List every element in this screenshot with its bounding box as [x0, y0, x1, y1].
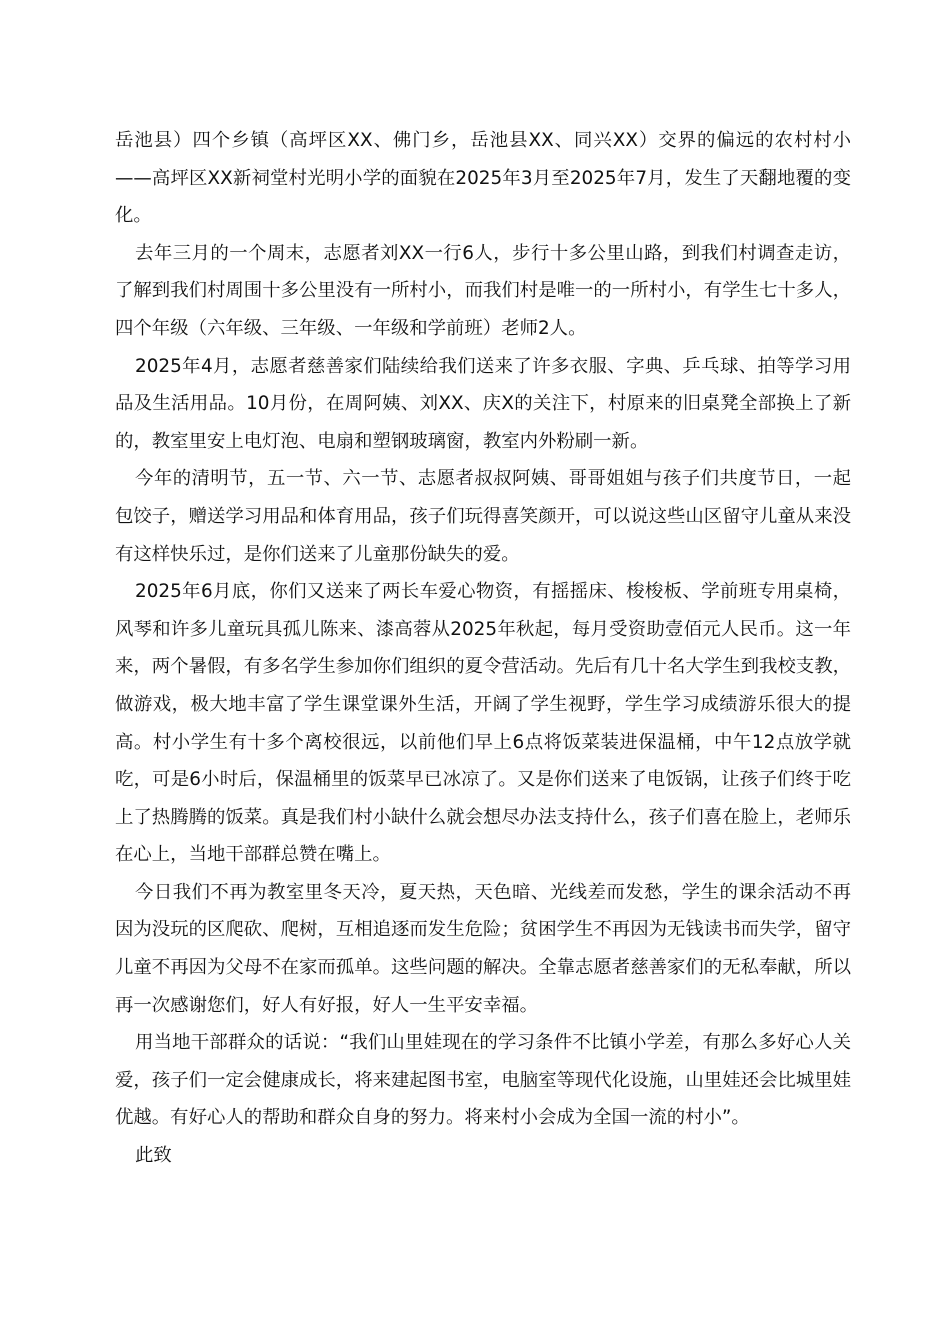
- letter-body: [115, 122, 851, 1175]
- closing-salutation: 此致: [135, 1145, 172, 1167]
- paragraph-quote: 用当地干部群众的话说：“我们山里娃现在的学习条件不比镇小学差，有那么多好心人关爱，孩子们一定会健康成长，将来建起图书室，电脑室等现代化设施，山里娃还会比城里娃优越。有好心人的帮助和群众自身的努力。将来村小会成为全国一流的村小”。: [115, 1032, 851, 1129]
- paragraph-holidays: 今年的清明节，五一节、六一节、志愿者叔叔阿姨、哥哥姐姐与孩子们共度节日，一起包饺子，赠送学习用品和体育用品，孩子们玩得喜笑颜开，可以说这些山区留守儿童从来没有这样快乐过，是你们送来了儿童那份缺失的爱。: [115, 468, 851, 565]
- paragraph-today: 今日我们不再为教室里冬天冷，夏天热，天色暗、光线差而发愁，学生的课余活动不再因为没玩的区爬砍、爬树，互相追逐而发生危险；贫困学生不再因为无钱读书而失学，留守儿童不再因为父母不在家而孤单。这些问题的解决。全靠志愿者慈善家们的无私奉献，所以再一次感谢您们，好人有好报，好人一生平安幸福。: [115, 881, 851, 1016]
- paragraph-visit: 去年三月的一个周末，志愿者刘XX一行6人，步行十多公里山路，到我们村调查走访，了解到我们村周围十多公里没有一所村小，而我们村是唯一的一所村小，有学生七十多人，四个年级（六年级、三年级、一年级和学前班）老师2人。: [115, 242, 851, 339]
- paragraph-supplies: 2025年6月底，你们又送来了两长车爱心物资，有摇摇床、梭梭板、学前班专用桌椅，风琴和许多儿童玩具孤儿陈来、漆高蓉从2025年秋起，每月受资助壹佰元人民币。这一年来，两个暑假，有多名学生参加你们组织的夏令营活动。先后有几十名大学生到我校支教，做游戏，极大地丰富了学生课堂课外生活，开阔了学生视野，学生学习成绩游乐很大的提高。村小学生有十多个离校很远，以前他们早上6点将饭菜装进保温桶，中午12点放学就吃，可是6小时后，保温桶里的饭菜早已冰凉了。又是你们送来了电饭锅，让孩子们终于吃上了热腾腾的饭菜。真是我们村小缺什么就会想尽办法支持什么，孩子们喜在脸上，老师乐在心上，当地干部群总赞在嘴上。: [115, 581, 851, 866]
- paragraph-intro: 岳池县）四个乡镇（高坪区XX、佛门乡，岳池县XX、同兴XX）交界的偏远的农村村小——高坪区XX新祠堂村光明小学的面貌在2025年3月至2025年7月，发生了天翻地覆的变化。: [115, 130, 851, 227]
- paragraph-donations: 2025年4月，志愿者慈善家们陆续给我们送来了许多衣服、字典、乒乓球、拍等学习用品及生活用品。10月份，在周阿姨、刘XX、庆X的关注下，村原来的旧桌凳全部换上了新的，教室里安上电灯泡、电扇和塑钢玻璃窗，教室内外粉刷一新。: [115, 355, 851, 452]
